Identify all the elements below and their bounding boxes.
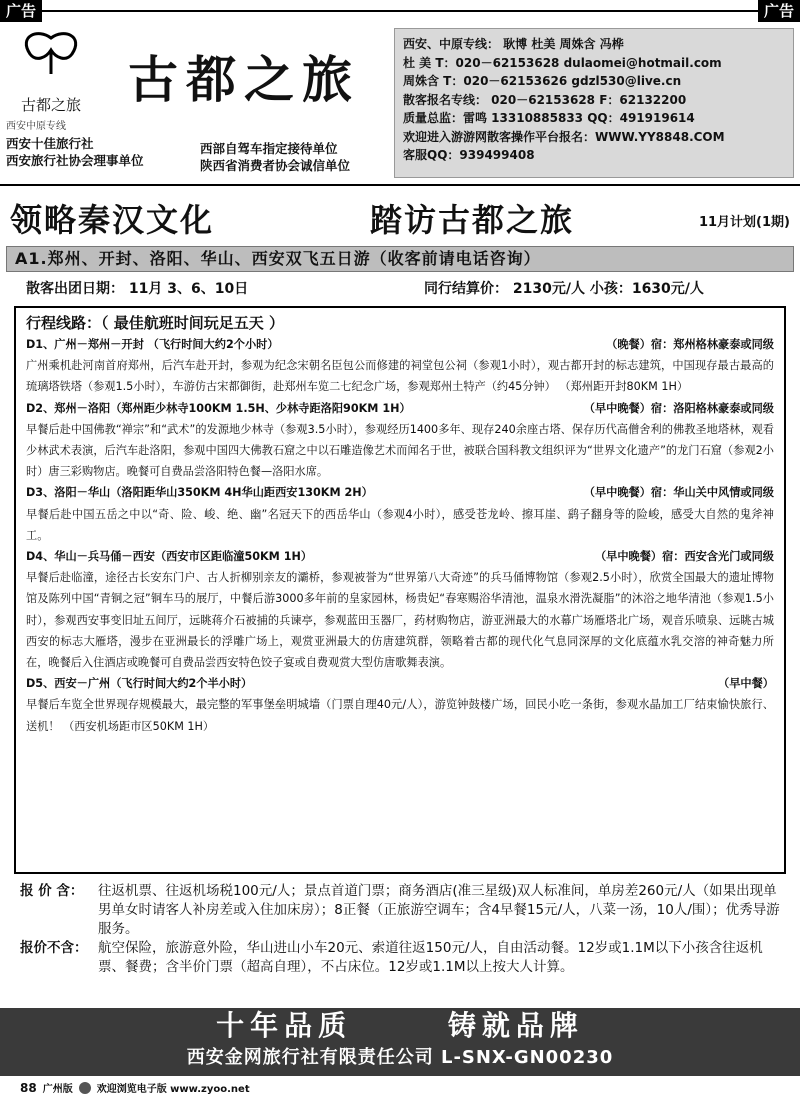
website-text[interactable]: 欢迎浏览电子版 www.zyoo.net — [96, 1084, 250, 1095]
edition-label: 广州版 — [42, 1084, 73, 1095]
itinerary-heading: 行程线路：（ 最佳航班时间玩足五天 ） — [26, 314, 284, 332]
headline-banner — [10, 195, 790, 239]
line-subtitle: 西安中原专线 — [6, 121, 66, 132]
headline-1: 领略秦汉文化 — [10, 201, 215, 239]
day-header — [26, 334, 774, 355]
contact-line: 周姝含 T：020－62153626 gdzl530@live.cn — [403, 74, 682, 88]
day-title: D5、西安－广州（飞行时间大约2个半小时） — [26, 677, 253, 691]
pricing-info — [20, 882, 786, 977]
credential-2: 西安旅行社协会理事单位 — [6, 153, 144, 168]
day-meals: （早中晚餐）宿：华山关中风情或同级 — [583, 486, 774, 500]
logo-caption: 古都之旅 — [20, 96, 81, 114]
page-footer — [20, 1080, 250, 1095]
ad-label-right: 广告 — [758, 0, 800, 22]
price-includes — [20, 882, 786, 939]
dates-row — [26, 278, 786, 298]
price-excludes — [20, 939, 786, 977]
plan-label: 11月计划(1期) — [698, 215, 790, 230]
day-header — [26, 482, 774, 503]
excludes-label: 报价不含： — [20, 940, 88, 956]
divider — [0, 184, 800, 186]
day-header — [26, 673, 774, 694]
day-body: 早餐后车览全世界现存规模最大，最完整的军事堡垒明城墙（门票自理40元/人），游览钟鼓楼广场，回民小吃一条街，参观水晶加工厂结束愉快旅行、送机！ （西安机场距市区50KM 1H） — [26, 698, 774, 733]
day-body: 早餐后赴临潼，途径古长安东门户、古人折柳别亲友的灞桥，参观被誉为“世界第八大奇迹”的兵马俑博物馆（参观2.5小时），欣赏全国最大的遗址博物馆及陈列中国“青铜之冠”铜车马的展厅，中餐后游3000多年前的皇家园林，杨贵妃“春寒赐浴华清池，温泉水滑洗凝脂”的沐浴之地华清池（参观1.5小时），参观西安事变旧址五间厅，远眺蒋介石被捕的兵谏亭，参观蓝田玉器厂，药材购物店，游亚洲最大的水幕广场雁塔北广场，观音乐喷泉、远眺古城西安的标志大雁塔，漫步在亚洲最长的浮雕广场上，观赏亚洲最大的仿唐建筑群，领略着古都的现代化气息同深厚的文化底蕴水乳交溶的神奇魅力所在，晚餐后入住酒店或晚餐可自费品尝西安特色饺子宴或自费观赏大型仿唐歌舞表演。 — [26, 571, 774, 670]
contact-line: 西安、中原专线： 耿博 杜美 周姝含 冯桦 — [403, 37, 624, 51]
headline-2: 踏访古都之旅 — [370, 201, 575, 239]
day-body: 广州乘机赴河南首府郑州，后汽车赴开封，参观为纪念宋朝名臣包公而修建的祠堂包公祠（参观1小时），观古都开封的标志建筑，中国现存最古最高的琉璃塔铁塔（参观1.5小时），车游仿古宋都御街，赴郑州车览二七纪念广场，参观郑州土特产（约45分钟） （郑州距开封80KM 1H） — [26, 359, 774, 394]
slogan-2: 铸就品牌 — [447, 1009, 584, 1042]
brand-title: 古都之旅 — [128, 50, 360, 109]
butterfly-icon — [8, 28, 94, 98]
day-body: 早餐后赴中国佛教“禅宗”和“武术”的发源地少林寺（参观3.5小时），参观经历1400多年、现存240余座古塔、保存历代高僧舍利的佛教圣地塔林，观看少林武术表演，后汽车赴洛阳，参观中国四大佛教石窟之中以石雕造像艺术而闻名于世，被联合国科教文组织评为“世界文化遗产”的龙门石窟（参观2小时）唐三彩购物店。晚餐可自费品尝洛阳特色餐—洛阳水席。 — [26, 422, 774, 479]
header — [0, 22, 800, 182]
agency-credentials — [6, 118, 144, 169]
contact-line: 质量总监：雷鸣 13310885833 QQ：491919614 — [403, 111, 695, 125]
day-header — [26, 546, 774, 567]
excludes-text: 航空保险，旅游意外险，华山进山小车20元、索道往返150元/人，自由活动餐。12岁或1.1M以下小孩含往返机票、餐费；含半价门票（超高自理），不占床位。12岁或1.1M以上按大人计算。 — [98, 940, 763, 975]
footer-band — [0, 1008, 800, 1076]
ad-label-left: 广告 — [0, 0, 42, 22]
page-number: 88 — [20, 1080, 37, 1095]
day-meals: （早中餐） — [718, 677, 774, 691]
day-title: D2、郑州－洛阳（郑州距少林寺100KM 1.5H、少林寺距洛阳90KM 1H） — [26, 401, 411, 415]
company-name: 西安金网旅行社有限责任公司 L-SNX-GN00230 — [186, 1047, 614, 1068]
day-title: D1、广州－郑州－开封 （飞行时间大约2个小时） — [26, 338, 279, 351]
top-rule — [0, 10, 800, 12]
slogan — [0, 1008, 800, 1044]
contact-box — [394, 28, 794, 178]
honor-1: 西部自驾车指定接待单位 — [200, 141, 338, 156]
includes-text: 往返机票、往返机场税100元/人；景点首道门票；商务酒店(准三星级)双人标准间，单房差260元/人（如果出现单男单女时请客人补房差或入住加床房）；8正餐（正旅游空调车；含4早餐15元/人，八菜一汤，10人/围）；优秀导游服务。 — [98, 883, 780, 937]
slogan-1: 十年品质 — [216, 1009, 353, 1042]
route-title: A1.郑州、开封、洛阳、华山、西安双飞五日游（收客前请电话咨询） — [6, 246, 794, 272]
credential-1: 西安十佳旅行社 — [6, 136, 94, 151]
contact-line: 杜 美 T：020－62153628 dulaomei@hotmail.com — [403, 55, 722, 70]
contact-line[interactable]: 欢迎进入游游网散客操作平台报名：WWW.YY8848.COM — [403, 129, 725, 144]
day-title: D4、华山－兵马俑－西安（西安市区距临潼50KM 1H） — [26, 550, 313, 564]
site-icon — [79, 1082, 91, 1094]
day-meals: （晚餐）宿：郑州格林豪泰或同级 — [606, 338, 774, 351]
day-header — [26, 398, 774, 419]
contact-line: 客服QQ：939499408 — [403, 148, 535, 162]
day-meals: （早中晚餐）宿：洛阳格林豪泰或同级 — [583, 401, 774, 415]
contact-line: 散客报名专线： 020－62153628 F：62132200 — [403, 92, 687, 107]
day-title: D3、洛阳－华山（洛阳距华山350KM 4H华山距西安130KM 2H） — [26, 486, 373, 500]
itinerary-box — [14, 306, 786, 874]
departure-dates: 散客出团日期： 11月 3、6、10日 — [26, 281, 249, 297]
honor-2: 陕西省消费者协会诚信单位 — [200, 158, 351, 173]
price-line: 同行结算价： 2130元/人 小孩：1630元/人 — [424, 281, 704, 297]
day-meals: （早中晚餐）宿：西安含光门或同级 — [594, 550, 774, 564]
day-body: 早餐后赴中国五岳之中以“奇、险、峻、绝、幽”名冠天下的西岳华山（参观4小时），感受苍龙岭、擦耳崖、鹞子翻身等的险峻，感受大自然的鬼斧神工。 — [26, 507, 774, 542]
includes-label: 报 价 含： — [20, 883, 84, 899]
agency-honors — [200, 140, 350, 174]
